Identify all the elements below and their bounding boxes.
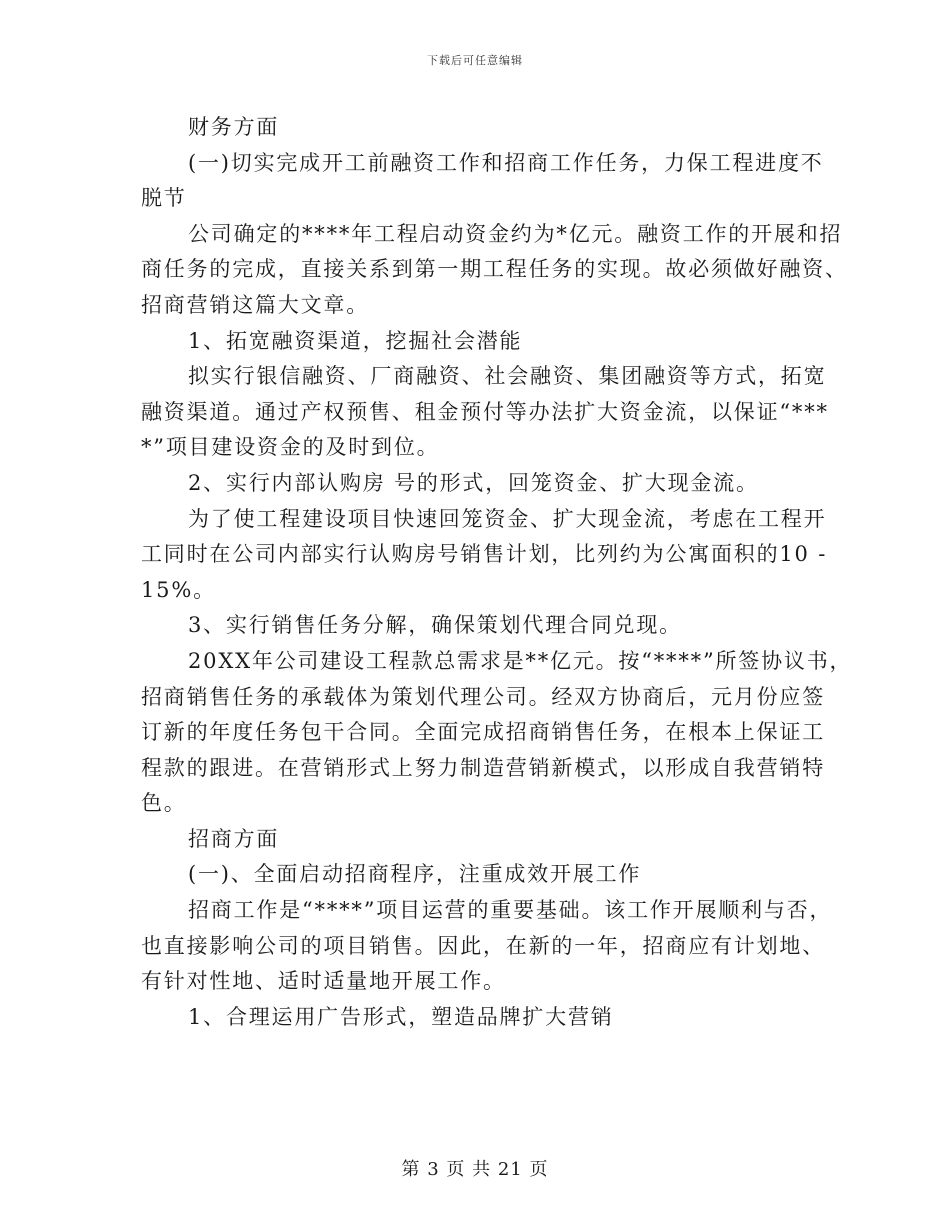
text-line: 也直接影响公司的项目销售。因此，在新的一年，招商应有计划地、 — [141, 933, 825, 958]
text-line: 财务方面 — [188, 115, 280, 139]
text-line: 15%。 — [141, 577, 216, 602]
text-line: 为了使工程建设项目快速回笼资金、扩大现金流，考虑在工程开 — [188, 506, 827, 531]
text-line: 招商方面 — [188, 826, 280, 851]
page-footer: 第 3 页 共 21 页 — [401, 1159, 549, 1180]
text-line: *”项目建设资金的及时到位。 — [141, 435, 440, 460]
text-line: 3、实行销售任务分解，确保策划代理合同兑现。 — [188, 613, 682, 638]
text-line: 色。 — [141, 791, 187, 816]
text-line: 程款的跟进。在营销形式上努力制造营销新模式，以形成自我营销特 — [141, 755, 825, 780]
text-line: 招商工作是“****”项目运营的重要基础。该工作开展顺利与否， — [188, 898, 833, 923]
text-line: 招商销售任务的承载体为策划代理公司。经双方协商后，元月份应签 — [141, 684, 825, 709]
document-body — [141, 110, 853, 1035]
text-line: 招商营销这篇大文章。 — [141, 292, 369, 317]
text-line: 20XX年公司建设工程款总需求是**亿元。按“****”所签协议书， — [188, 648, 853, 673]
text-line: 拟实行银信融资、厂商融资、社会融资、集团融资等方式，拓宽 — [188, 364, 827, 389]
text-line: 工同时在公司内部实行认购房号销售计划，比列约为公寓面积的10 - — [141, 542, 828, 567]
text-line: 脱节 — [141, 186, 187, 211]
text-line: 订新的年度任务包干合同。全面完成招商销售任务，在根本上保证工 — [141, 720, 825, 745]
page-header-note: 下载后可任意编辑 — [427, 54, 523, 67]
text-line: (一)切实完成开工前融资工作和招商工作任务，力保工程进度不 — [188, 150, 824, 175]
text-line: 1、合理运用广告形式，塑造品牌扩大营销 — [188, 1004, 614, 1029]
text-line: 融资渠道。通过产权预售、租金预付等办法扩大资金流，以保证“*** — [141, 399, 829, 424]
text-line: (一)、全面启动招商程序，注重成效开展工作 — [188, 862, 642, 887]
text-line: 商任务的完成，直接关系到第一期工程任务的实现。故必须做好融资、 — [141, 257, 848, 282]
text-line: 1、拓宽融资渠道，挖掘社会潜能 — [188, 328, 523, 353]
text-line: 公司确定的****年工程启动资金约为*亿元。融资工作的开展和招 — [188, 221, 843, 246]
text-line: 有针对性地、适时适量地开展工作。 — [141, 969, 506, 994]
text-line: 2、实行内部认购房 号的形式，回笼资金、扩大现金流。 — [188, 470, 759, 495]
